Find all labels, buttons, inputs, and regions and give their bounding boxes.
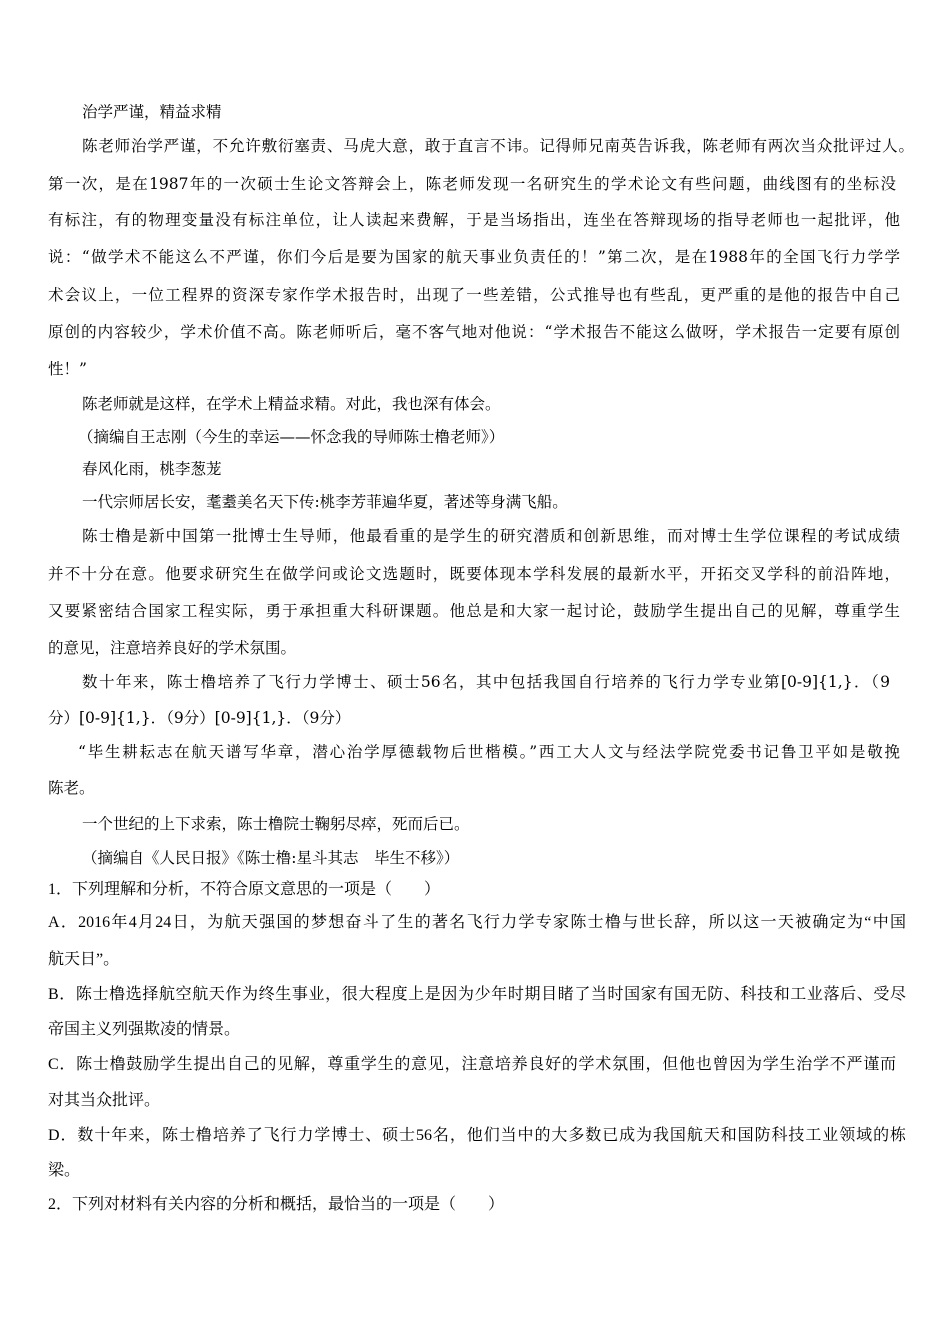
question-1-option-d: D．数十年来，陈士橹培养了飞行力学博士、硕士56名，他们当中的大多数已成为我国航天和国防科技工业领域的栋 (48, 1127, 906, 1144)
question-1-option-a: A．2016年4月24日，为航天强国的梦想奋斗了生的著名飞行力学专家陈士橹与世长辞，所以这一天被确定为“中国 (48, 914, 906, 931)
paragraph-line: “毕生耕耘志在航天谱写华章，潜心治学厚德载物后世楷模。”西工大人文与经法学院党委书记鲁卫平如是敬挽 (78, 743, 900, 761)
paragraph-line: 性！” (48, 360, 87, 378)
paragraph-line: 陈老师就是这样，在学术上精益求精。对此，我也深有体会。 (82, 395, 501, 413)
paragraph-line: 术会议上，一位工程界的资深专家作学术报告时，出现了一些差错，公式推导也有些乱，更严重的是他的报告中自己 (48, 286, 900, 304)
question-1-option-c: C．陈士橹鼓励学生提出自己的见解，尊重学生的意见，注意培养良好的学术氛围，但他也曾因为学生治学不严谨而 (48, 1056, 896, 1073)
paragraph-line: 原创的内容较少，学术价值不高。陈老师听后，毫不客气地对他说：“学术报告不能这么做呀，学术报告一定要有原创 (48, 323, 900, 341)
paragraph-line: 的意见，注意培养良好的学术氛围。 (48, 639, 297, 657)
source-citation: （摘编自王志刚（今生的幸运——怀念我的导师陈士橹老师》） (78, 428, 505, 446)
paragraph-line: 陈老。 (48, 779, 95, 797)
question-1-option-b-cont: 帝国主义列强欺凌的情景。 (48, 1021, 241, 1038)
question-2-stem: 2．下列对材料有关内容的分析和概括，最恰当的一项是（ ） (48, 1196, 505, 1213)
paragraph-line: 第一次，是在1987年的一次硕士生论文答辩会上，陈老师发现一名研究生的学术论文有些问题，曲线图有的坐标没 (48, 175, 896, 193)
section-heading-spring-breeze: 春风化雨，桃李葱茏 (82, 460, 222, 478)
paragraph-line: 数十年来，陈士橹培养了飞行力学博士、硕士56名，其中包括我国自行培养的飞行力学专业第[0-9]{1,}．（9 (82, 673, 890, 691)
section-heading-rigorous-scholarship: 治学严谨，精益求精 (82, 103, 222, 121)
question-1-option-a-cont: 航天日”。 (48, 951, 120, 968)
question-1-option-c-cont: 对其当众批评。 (48, 1092, 161, 1109)
paragraph-line: 又要紧密结合国家工程实际，勇于承担重大科研课题。他总是和大家一起讨论，鼓励学生提出自己的见解，尊重学生 (48, 602, 900, 620)
paragraph-line: 陈士橹是新中国第一批博士生导师，他最看重的是学生的研究潜质和创新思维，而对博士生学位课程的考试成绩 (82, 527, 900, 545)
question-1-option-b: B．陈士橹选择航空航天作为终生事业，很大程度上是因为少年时期目睹了当时国家有国无防、科技和工业落后、受尽 (48, 986, 906, 1003)
paragraph-line: 一代宗师居长安，耄耋美名天下传:桃李芳菲遍华夏，著述等身满飞船。 (82, 493, 568, 511)
paragraph-line: 一个世纪的上下求索，陈士橹院士鞠躬尽瘁，死而后已。 (82, 815, 470, 833)
question-1-stem: 1．下列理解和分析，不符合原文意思的一项是（ ） (48, 881, 441, 898)
question-1-option-d-cont: 梁。 (48, 1162, 81, 1179)
paragraph-line: 有标注，有的物理变量没有标注单位，让人读起来费解，于是当场指出，连坐在答辩现场的指导老师也一起批评，他 (48, 211, 900, 229)
source-citation: （摘编自《人民日报》《陈士橹:星斗其志 毕生不移》） (82, 849, 460, 867)
paragraph-line: 陈老师治学严谨，不允许敷衍塞责、马虎大意，敢于直言不讳。记得师兄南英告诉我，陈老师有两次当众批评过人。 (82, 137, 914, 155)
paragraph-line: 并不十分在意。他要求研究生在做学问或论文选题时，既要体现本学科发展的最新水平，开拓交叉学科的前沿阵地， (48, 565, 900, 583)
paragraph-line: 说：“做学术不能这么不严谨，你们今后是要为国家的航天事业负责任的！”第二次，是在1988年的全国飞行力学学 (48, 248, 900, 266)
paragraph-line: 分）[0-9]{1,}．（9分）[0-9]{1,}．（9分） (48, 709, 351, 727)
